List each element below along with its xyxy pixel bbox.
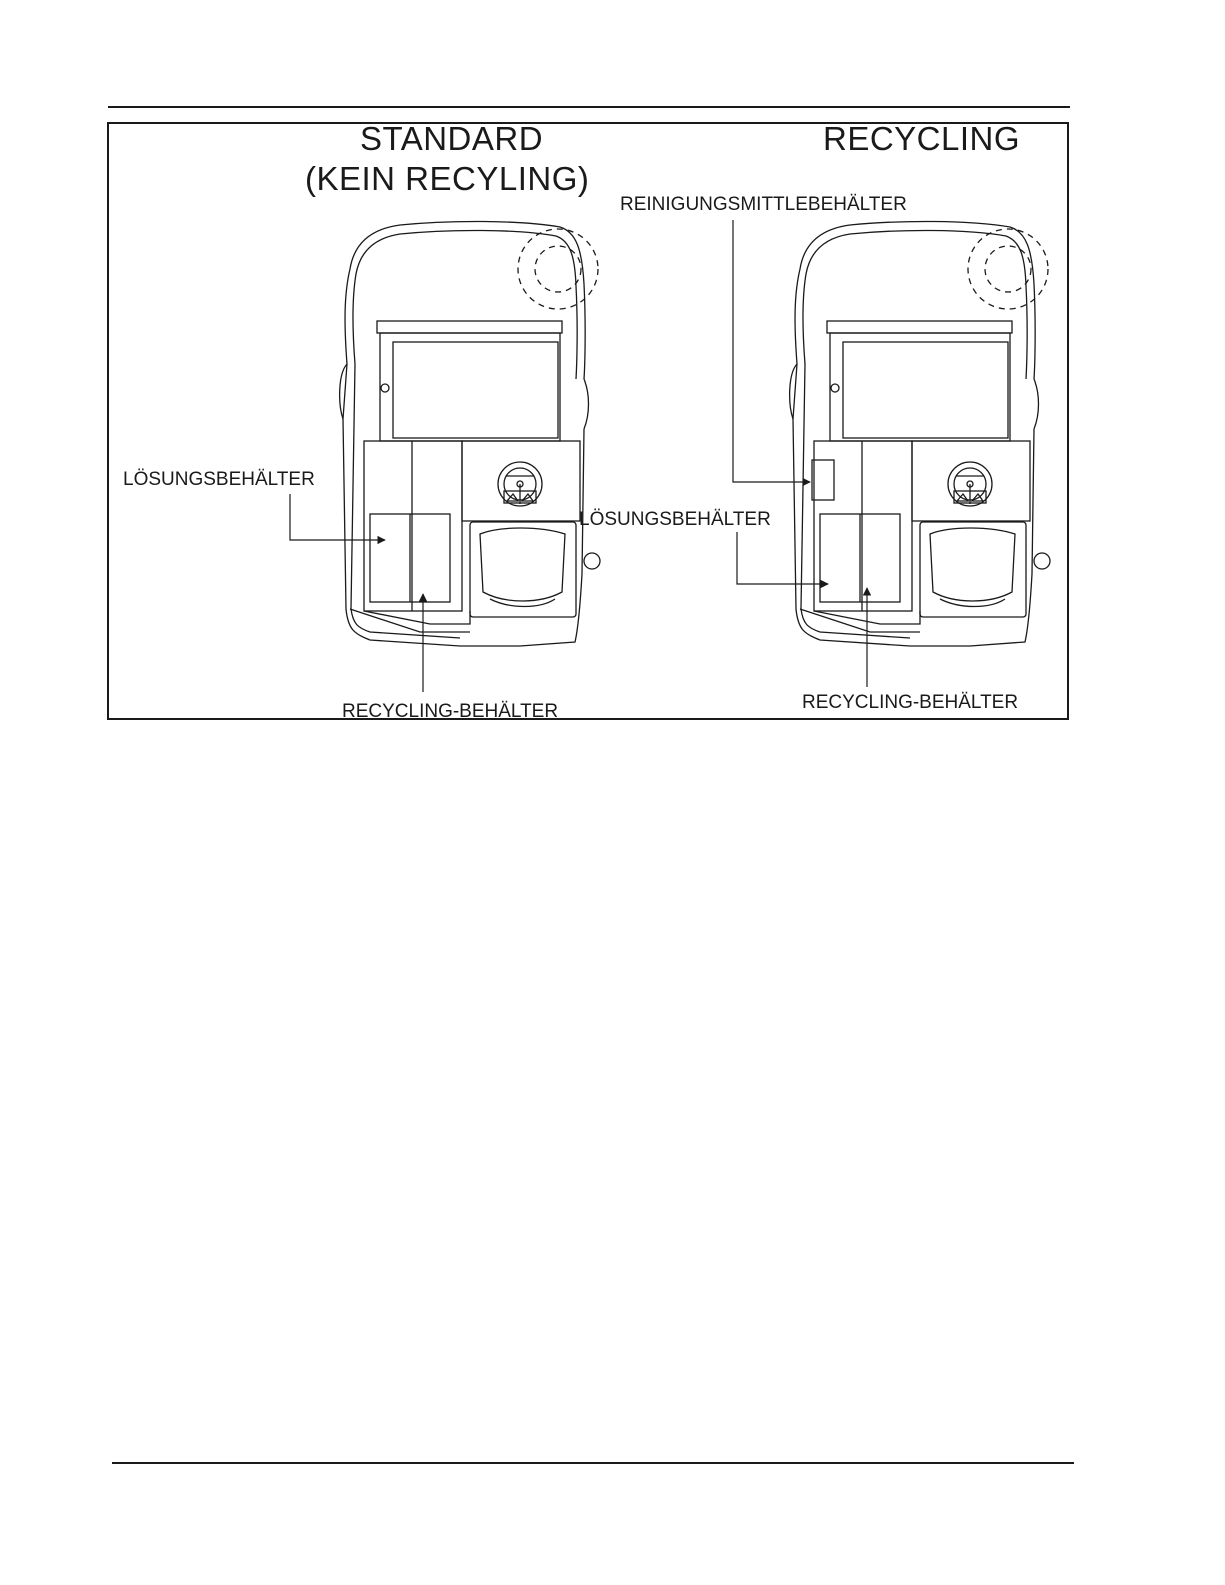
footer-rule <box>112 1462 1074 1464</box>
machine-comparison-figure <box>107 122 1069 720</box>
recycling-machine-outline <box>790 221 1050 646</box>
standard-subtitle: (KEIN RECYLING) <box>305 160 590 197</box>
detergent-tank-label: REINIGUNGSMITTLEBEHÄLTER <box>620 194 907 215</box>
standard-solution-tank-leader <box>290 494 385 540</box>
recycling-solution-tank-label: LÖSUNGSBEHÄLTER <box>579 509 771 530</box>
standard-machine-outline <box>340 221 600 646</box>
recycling-recycling-tank-label: RECYCLING-BEHÄLTER <box>802 692 1019 713</box>
recycling-title: RECYCLING <box>823 120 1021 157</box>
header-rule <box>108 106 1070 108</box>
detergent-tank-leader <box>733 220 810 482</box>
standard-recycling-tank-label: RECYCLING-BEHÄLTER <box>342 701 559 722</box>
standard-title: STANDARD <box>360 120 544 157</box>
standard-solution-tank-label: LÖSUNGSBEHÄLTER <box>123 469 315 490</box>
figure-drawing <box>107 122 1069 720</box>
